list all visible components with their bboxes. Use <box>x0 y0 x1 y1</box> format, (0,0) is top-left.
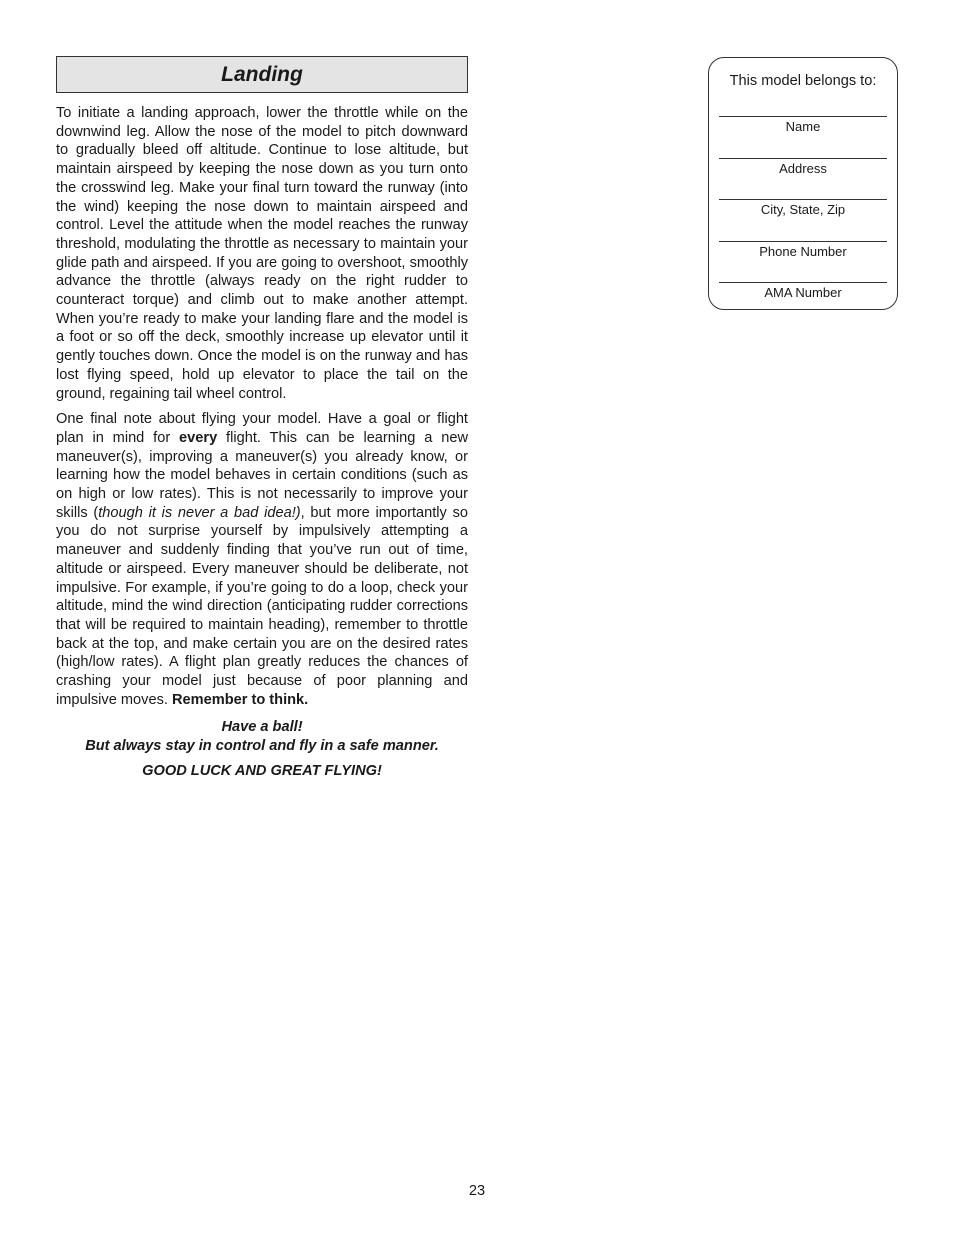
paragraph-text: flight. This can be learning a new maneuver(s), improving a maneuver(s) you already know, or learning how the model behaves in certain conditions (such as on high or low rates). This is not necessarily to improve your skills ( <box>56 429 468 521</box>
emphasis-aside: though it is never a bad idea!) <box>98 504 301 521</box>
closing-line-good-luck: GOOD LUCK AND GREAT FLYING! <box>142 762 382 779</box>
page-number: 23 <box>468 1183 486 1199</box>
paragraph-text: , but more importantly so you do not surprise yourself by impulsively attempting a maneuver and suddenly finding that you’ve run out of time, altitude or airspeed. Every maneuver should be deliberate, not impulsive. For example, if you’re going to do a loop, check your altitude, mind the wind direction (anticipating rudder corrections that will be required to maintain heading), remember to throttle back at the top, and make certain you are on the desired rates (high/low rates). A flight plan greatly reduces the chances of crashing your model just because of poor planning and impulsive moves. <box>56 504 468 708</box>
owner-field-name: Name <box>719 116 887 134</box>
owner-field-ama-number: AMA Number <box>719 282 887 300</box>
emphasis-every: every <box>179 429 218 446</box>
landing-paragraph: To initiate a landing approach, lower the throttle while on the downwind leg. Allow the nose of the model to pitch downward to gradually bleed off altitude. Continue to lose altitude, but maintain airspeed by keeping the nose down as you turn onto the crosswind leg. Make your final turn toward the runway (into the wind) keeping the nose down to maintain airspeed and control. Level the attitude when the model reaches the runway threshold, modulating the throttle as necessary to maintain your glide path and airspeed. If you are going to overshoot, smoothly advance the throttle (always ready on the right rudder to counteract torque) and climb out to make another attempt. When you’re ready to make your landing flare and the model is a foot or so off the deck, smoothly increase up elevator until it gently touches down. Once the model is on the runway and has lost flying speed, hold up elevator to place the tail on the ground, regaining tail wheel control. <box>56 105 468 402</box>
section-title: Landing <box>56 56 468 93</box>
owner-field-city-state-zip: City, State, Zip <box>719 199 887 217</box>
owner-card-title: This model belongs to: <box>729 73 877 89</box>
closing-line-have-a-ball: Have a ball! <box>221 718 303 735</box>
emphasis-remember: Remember to think. <box>171 691 309 708</box>
owner-info-card <box>708 57 898 310</box>
owner-field-address: Address <box>719 158 887 176</box>
main-column <box>56 56 468 781</box>
closing-line-safety: But always stay in control and fly in a safe manner. <box>85 737 439 754</box>
flight-plan-paragraph <box>56 410 468 709</box>
closing-message <box>56 718 468 781</box>
owner-field-phone: Phone Number <box>719 241 887 259</box>
paragraph-text: One final note about flying your model. Have a goal or flight plan in mind for <box>56 411 468 446</box>
